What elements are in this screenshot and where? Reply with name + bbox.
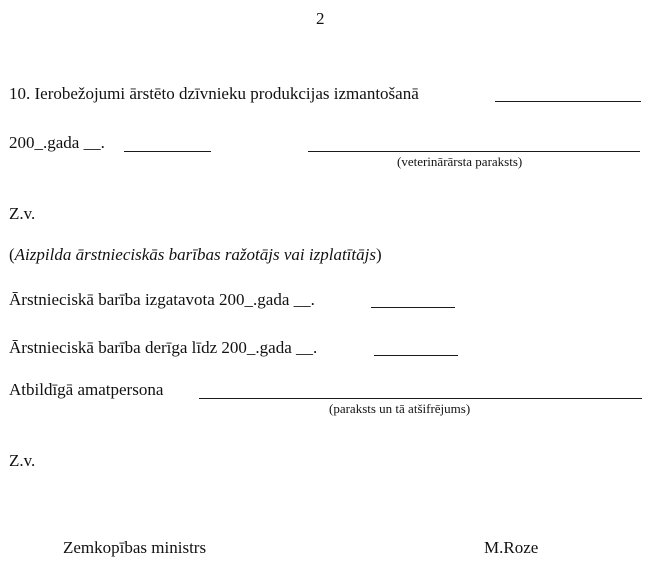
stamp-place-2: Z.v. — [9, 451, 36, 470]
filler-note-open: ( — [9, 245, 15, 264]
filler-note-close: ) — [375, 245, 382, 264]
filler-note-text: Aizpilda ārstnieciskās barības ražotājs vai izplatītājs — [14, 245, 376, 264]
date-text: 200_.gada __. — [9, 133, 110, 152]
vet-signature-caption: (veterinārārsta paraksts) — [397, 154, 523, 169]
feed-prepared-label: Ārstnieciskā barība izgatavota 200_.gada __. — [9, 290, 315, 309]
feed-prepared-fill-line — [371, 307, 455, 308]
responsible-official-signature-line — [199, 398, 642, 399]
minister-title: Zemkopības ministrs — [63, 538, 207, 557]
page-number: 2 — [316, 9, 325, 28]
date-fill-line — [124, 151, 211, 152]
filler-note — [9, 245, 382, 265]
feed-valid-fill-line — [374, 355, 458, 356]
responsible-official-label: Atbildīgā amatpersona — [9, 380, 164, 399]
minister-name: M.Roze — [484, 538, 539, 557]
item-10-fill-line — [495, 101, 641, 102]
item-10-restrictions-label: 10. Ierobežojumi ārstēto dzīvnieku produkcijas izmantošanā — [9, 84, 419, 103]
vet-signature-line — [308, 151, 640, 152]
stamp-place-1: Z.v. — [9, 204, 36, 223]
feed-valid-label: Ārstnieciskā barība derīga līdz 200_.gada __. — [9, 338, 318, 357]
responsible-official-caption: (paraksts un tā atšifrējums) — [329, 401, 471, 416]
